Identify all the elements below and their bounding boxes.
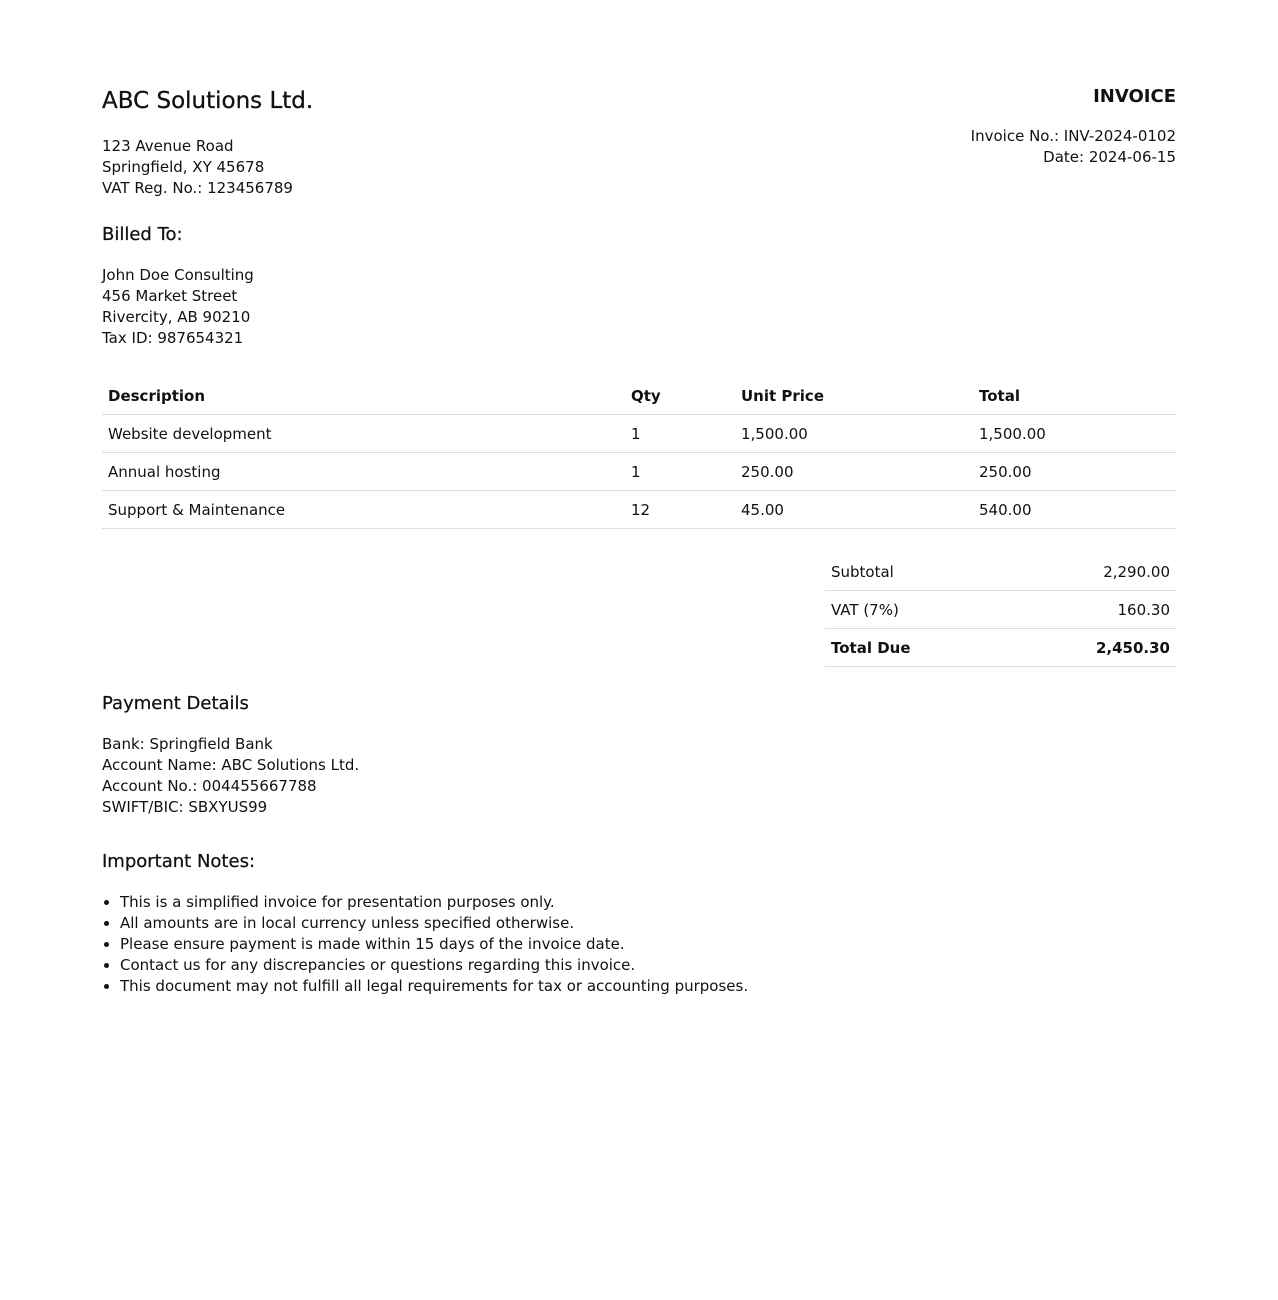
subtotal-label: Subtotal (825, 553, 1006, 591)
payment-account-name: Account Name: ABC Solutions Ltd. (102, 756, 360, 774)
item-total: 250.00 (973, 453, 1176, 491)
total-due-row (825, 629, 1176, 667)
total-due-value: 2,450.30 (1006, 629, 1176, 667)
notes-heading: Important Notes: (102, 851, 256, 872)
item-qty: 1 (625, 415, 735, 453)
invoice-meta (971, 126, 1176, 168)
notes-list (102, 892, 1176, 997)
item-qty: 12 (625, 491, 735, 529)
payment-account-no: Account No.: 004455667788 (102, 777, 317, 795)
list-item: • All amounts are in local currency unless specified otherwise. (120, 913, 1176, 934)
billed-to-block (102, 265, 1176, 349)
company-name: ABC Solutions Ltd. (102, 88, 314, 114)
invoice-header (102, 86, 1176, 199)
company-address-line2: Springfield, XY 45678 (102, 158, 265, 176)
subtotal-value: 2,290.00 (1006, 553, 1176, 591)
invoice-number: Invoice No.: INV-2024-0102 (970, 127, 1176, 145)
totals-section (102, 553, 1176, 667)
payment-swift: SWIFT/BIC: SBXYUS99 (102, 798, 268, 816)
client-name: John Doe Consulting (102, 266, 254, 284)
list-item: • This is a simplified invoice for presentation purposes only. (120, 892, 1176, 913)
item-unit-price: 250.00 (735, 453, 973, 491)
table-row (102, 491, 1176, 529)
line-items-table (102, 377, 1176, 529)
client-address-line2: Rivercity, AB 90210 (102, 308, 251, 326)
company-address (102, 136, 313, 199)
item-total: 540.00 (973, 491, 1176, 529)
vat-label: VAT (7%) (825, 591, 1006, 629)
table-row (102, 415, 1176, 453)
billed-to-heading: Billed To: (102, 224, 183, 245)
invoice-date: Date: 2024-06-15 (1043, 148, 1176, 166)
header-description: Description (102, 377, 625, 415)
item-unit-price: 45.00 (735, 491, 973, 529)
invoice-title: INVOICE (1093, 86, 1176, 107)
vat-row (825, 591, 1176, 629)
line-items-header-row (102, 377, 1176, 415)
table-row (102, 453, 1176, 491)
list-item: • Please ensure payment is made within 15 days of the invoice date. (120, 934, 1176, 955)
subtotal-row (825, 553, 1176, 591)
invoice-page (102, 0, 1176, 997)
item-total: 1,500.00 (973, 415, 1176, 453)
list-item: • Contact us for any discrepancies or questions regarding this invoice. (120, 955, 1176, 976)
company-block (102, 86, 313, 199)
item-description: Support & Maintenance (102, 491, 625, 529)
client-address-line1: 456 Market Street (102, 287, 238, 305)
company-vat-reg: VAT Reg. No.: 123456789 (102, 179, 293, 197)
company-address-line1: 123 Avenue Road (102, 137, 234, 155)
payment-bank: Bank: Springfield Bank (102, 735, 273, 753)
header-total: Total (973, 377, 1176, 415)
header-unit-price: Unit Price (735, 377, 973, 415)
item-description: Annual hosting (102, 453, 625, 491)
item-description: Website development (102, 415, 625, 453)
totals-table (825, 553, 1176, 667)
item-unit-price: 1,500.00 (735, 415, 973, 453)
vat-value: 160.30 (1006, 591, 1176, 629)
payment-details-block (102, 734, 1176, 818)
client-tax-id: Tax ID: 987654321 (102, 329, 244, 347)
payment-details-heading: Payment Details (102, 693, 249, 714)
header-qty: Qty (625, 377, 735, 415)
total-due-label: Total Due (825, 629, 1006, 667)
invoice-info-block (971, 86, 1176, 168)
list-item: • This document may not fulfill all legal requirements for tax or accounting purposes. (120, 976, 1176, 997)
item-qty: 1 (625, 453, 735, 491)
